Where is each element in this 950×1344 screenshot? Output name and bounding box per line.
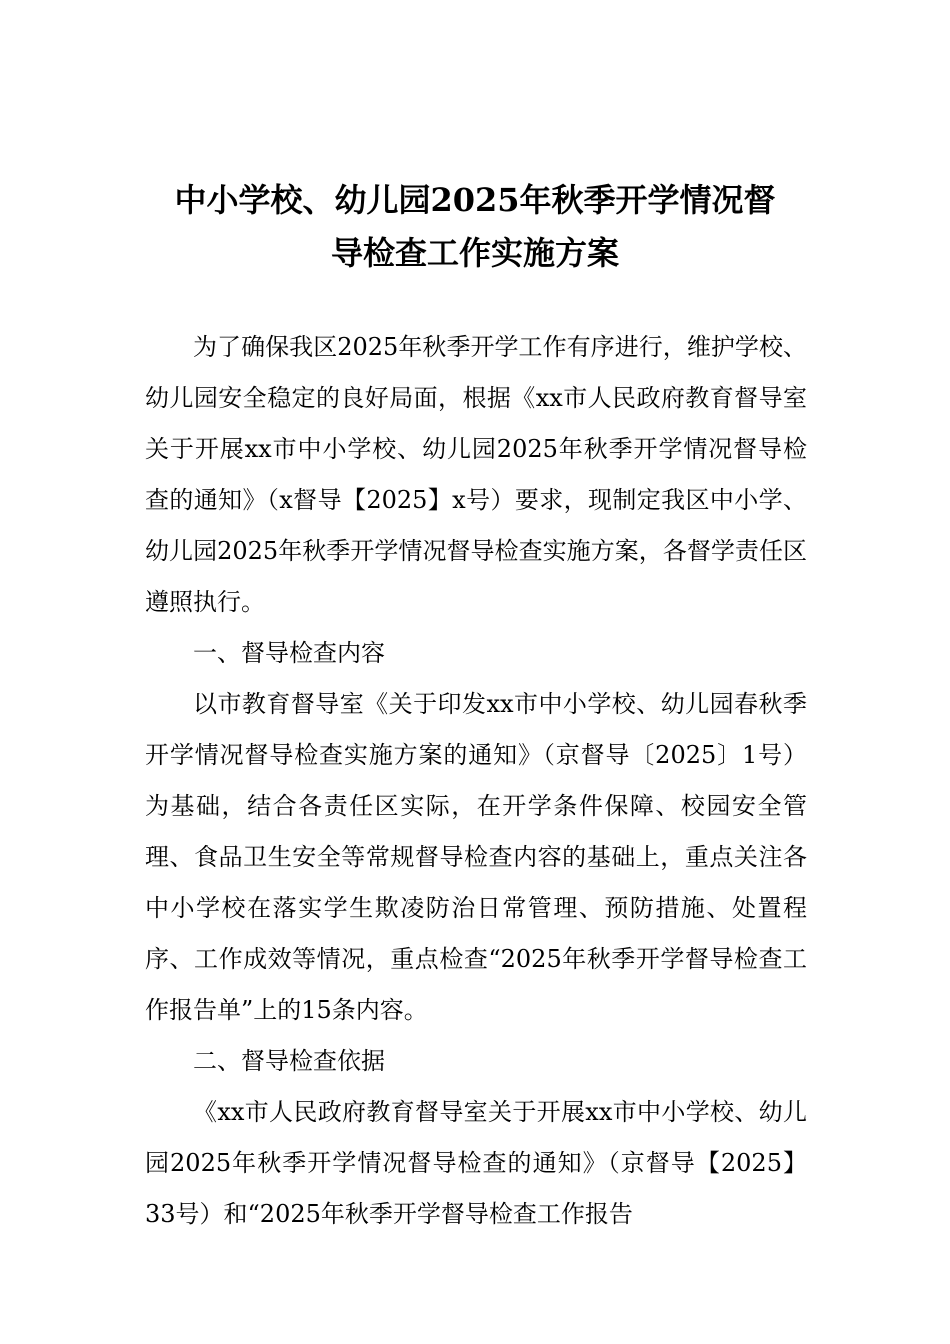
- title-line-2: 导检查工作实施方案: [330, 234, 619, 272]
- section-2-paragraph: 《xx市人民政府教育督导室关于开展xx市中小学校、幼儿园2025年秋季开学情况督导检查的通知》（京督导【2025】33号）和“2025年秋季开学督导检查工作报告: [145, 1098, 807, 1228]
- section-1-heading: 一、督导检查内容: [193, 639, 385, 667]
- title-line-1: 中小学校、幼儿园2025年秋季开学情况督: [174, 181, 776, 219]
- section-2-heading: 二、督导检查依据: [193, 1047, 385, 1075]
- intro-paragraph: 为了确保我区2025年秋季开学工作有序进行，维护学校、幼儿园安全稳定的良好局面，根据《xx市人民政府教育督导室关于开展xx市中小学校、幼儿园2025年秋季开学情况督导检查的通知》（x督导【2025】x号）要求，现制定我区中小学、幼儿园2025年秋季开学情况督导检查实施方案，各督学责任区遵照执行。: [145, 333, 807, 616]
- document-title: [130, 174, 820, 280]
- section-1-paragraph: 以市教育督导室《关于印发xx市中小学校、幼儿园春秋季开学情况督导检查实施方案的通知》（京督导〔2025〕1号）为基础，结合各责任区实际，在开学条件保障、校园安全管理、食品卫生安全等常规督导检查内容的基础上，重点关注各中小学校在落实学生欺凌防治日常管理、预防措施、处置程序、工作成效等情况，重点检查“2025年秋季开学督导检查工作报告单”上的15条内容。: [145, 690, 807, 1024]
- document-body: [145, 322, 807, 1240]
